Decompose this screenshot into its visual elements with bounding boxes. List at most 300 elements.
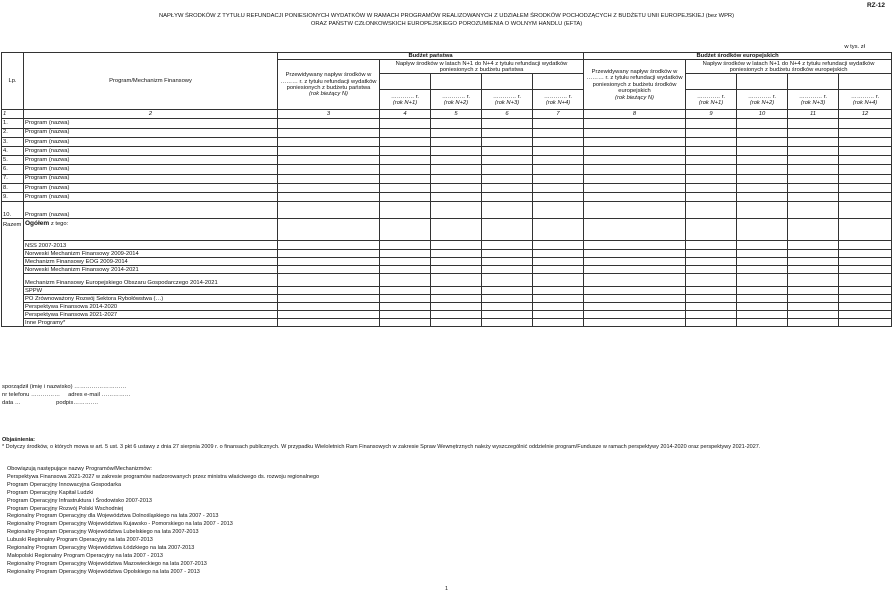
total-breakdown-row (2, 311, 892, 319)
value-cell[interactable] (686, 202, 737, 219)
year-dots: ………… r. (851, 93, 880, 100)
value-cell[interactable] (737, 311, 788, 319)
program-names-list (7, 466, 319, 577)
value-cell[interactable] (482, 128, 533, 137)
value-cell[interactable] (584, 119, 686, 128)
value-cell[interactable] (380, 274, 431, 287)
value-cell[interactable] (380, 156, 431, 165)
value-cell[interactable] (788, 250, 839, 258)
value-cell[interactable] (431, 274, 482, 287)
value-cell[interactable] (380, 192, 431, 201)
value-cell[interactable] (431, 250, 482, 258)
value-cell[interactable] (482, 174, 533, 183)
value-cell[interactable] (278, 319, 380, 327)
value-cell[interactable] (482, 266, 533, 274)
value-cell[interactable] (482, 303, 533, 311)
value-cell[interactable] (584, 241, 686, 250)
value-cell[interactable] (788, 311, 839, 319)
value-cell[interactable] (737, 287, 788, 295)
value-cell[interactable] (278, 250, 380, 258)
value-cell[interactable] (584, 174, 686, 183)
value-cell[interactable] (584, 295, 686, 303)
value-cell[interactable] (737, 119, 788, 128)
value-cell[interactable] (839, 174, 892, 183)
value-cell[interactable] (788, 174, 839, 183)
breakdown-name: Norweski Mechanizm Finansowy 2014-2021 (24, 266, 278, 274)
header-ue-planned (584, 60, 686, 110)
row-program-name: Program (nazwa) (24, 174, 278, 183)
value-cell[interactable] (431, 165, 482, 174)
value-cell[interactable] (584, 287, 686, 295)
value-cell[interactable] (584, 128, 686, 137)
value-cell[interactable] (737, 274, 788, 287)
title-line-2: ORAZ PAŃSTW CZŁONKOWSKICH EUROPEJSKIEGO POROZUMIENIA O WOLNYM HANDLU (EFTA) (310, 20, 583, 27)
value-cell[interactable] (380, 219, 431, 241)
value-cell[interactable] (737, 295, 788, 303)
value-cell[interactable] (278, 183, 380, 192)
explanations (2, 437, 882, 451)
value-cell[interactable] (788, 319, 839, 327)
value-cell[interactable] (278, 295, 380, 303)
value-cell[interactable] (839, 165, 892, 174)
value-cell[interactable] (533, 146, 584, 155)
row-lp: 4. (2, 146, 24, 155)
value-cell[interactable] (584, 156, 686, 165)
value-cell[interactable] (686, 303, 737, 311)
program-row (2, 146, 892, 155)
total-lp: Razem (2, 219, 24, 327)
value-cell[interactable] (533, 165, 584, 174)
value-cell[interactable] (380, 266, 431, 274)
value-cell[interactable] (380, 303, 431, 311)
value-cell[interactable] (380, 311, 431, 319)
value-cell[interactable] (788, 266, 839, 274)
value-cell[interactable] (482, 202, 533, 219)
value-cell[interactable] (788, 219, 839, 241)
value-cell[interactable] (431, 319, 482, 327)
total-breakdown-row (2, 266, 892, 274)
value-cell[interactable] (584, 192, 686, 201)
value-cell[interactable] (686, 311, 737, 319)
ue-year-3 (788, 90, 839, 110)
breakdown-name: Perspektywa Finansowa 2021-2027 (24, 311, 278, 319)
unit-label: w tys. zł (844, 44, 865, 50)
value-cell[interactable] (839, 192, 892, 201)
bp-year-2-top (431, 74, 482, 90)
value-cell[interactable] (533, 287, 584, 295)
value-cell[interactable] (686, 319, 737, 327)
row-lp: 5. (2, 156, 24, 165)
value-cell[interactable] (482, 258, 533, 266)
form-code: RZ-12 (866, 2, 885, 9)
value-cell[interactable] (482, 165, 533, 174)
value-cell[interactable] (431, 146, 482, 155)
value-cell[interactable] (533, 183, 584, 192)
value-cell[interactable] (380, 146, 431, 155)
value-cell[interactable] (839, 295, 892, 303)
value-cell[interactable] (788, 241, 839, 250)
value-cell[interactable] (482, 311, 533, 319)
value-cell[interactable] (380, 137, 431, 146)
value-cell[interactable] (431, 192, 482, 201)
value-cell[interactable] (278, 303, 380, 311)
value-cell[interactable] (533, 303, 584, 311)
value-cell[interactable] (278, 241, 380, 250)
value-cell[interactable] (431, 174, 482, 183)
value-cell[interactable] (482, 219, 533, 241)
value-cell[interactable] (431, 128, 482, 137)
value-cell[interactable] (737, 319, 788, 327)
bp-year-1 (380, 90, 431, 110)
value-cell[interactable] (533, 137, 584, 146)
value-cell[interactable] (839, 219, 892, 241)
value-cell[interactable] (482, 241, 533, 250)
value-cell[interactable] (278, 258, 380, 266)
value-cell[interactable] (686, 183, 737, 192)
value-cell[interactable] (533, 192, 584, 201)
value-cell[interactable] (431, 295, 482, 303)
value-cell[interactable] (788, 146, 839, 155)
value-cell[interactable] (278, 202, 380, 219)
value-cell[interactable] (686, 250, 737, 258)
col-number: 7 (533, 110, 584, 119)
value-cell[interactable] (788, 128, 839, 137)
value-cell[interactable] (482, 250, 533, 258)
year-dots: ………… r. (799, 93, 828, 100)
value-cell[interactable] (788, 202, 839, 219)
header-bp-years: Napływ środków w latach N+1 do N+4 z tytułu refundacji wydatków poniesionych z budżetu państwa (380, 60, 584, 74)
value-cell[interactable] (737, 258, 788, 266)
value-cell[interactable] (839, 311, 892, 319)
value-cell[interactable] (380, 165, 431, 174)
program-row (2, 183, 892, 192)
value-cell[interactable] (278, 287, 380, 295)
value-cell[interactable] (584, 146, 686, 155)
prepared-by[interactable]: sporządził (imię i nazwisko) ……………………… (2, 384, 127, 390)
value-cell[interactable] (839, 258, 892, 266)
value-cell[interactable] (737, 156, 788, 165)
value-cell[interactable] (431, 137, 482, 146)
email-field[interactable]: adres e-mail …………… (68, 392, 131, 398)
value-cell[interactable] (686, 165, 737, 174)
row-program-name: Program (nazwa) (24, 119, 278, 128)
value-cell[interactable] (482, 146, 533, 155)
value-cell[interactable] (686, 241, 737, 250)
value-cell[interactable] (431, 183, 482, 192)
year-dots: ………… r. (492, 93, 522, 100)
header-bp-planned-sub: (rok bieżący N) (309, 91, 348, 98)
value-cell[interactable] (686, 274, 737, 287)
value-cell[interactable] (380, 258, 431, 266)
value-cell[interactable] (788, 137, 839, 146)
value-cell[interactable] (431, 266, 482, 274)
program-row (2, 156, 892, 165)
value-cell[interactable] (788, 183, 839, 192)
value-cell[interactable] (533, 202, 584, 219)
year-dots: ………… r. (748, 93, 777, 100)
header-program: Program/Mechanizm Finansowy (24, 53, 278, 110)
ue-year-1 (686, 90, 737, 110)
value-cell[interactable] (482, 137, 533, 146)
value-cell[interactable] (839, 266, 892, 274)
value-cell[interactable] (788, 156, 839, 165)
value-cell[interactable] (482, 119, 533, 128)
row-program-name: Program (nazwa) (24, 165, 278, 174)
value-cell[interactable] (431, 156, 482, 165)
value-cell[interactable] (788, 287, 839, 295)
program-list-item: Regionalny Program Operacyjny Województwa Lubelskiego na lata 2007-2013 (7, 529, 199, 536)
value-cell[interactable] (839, 137, 892, 146)
col-number: 1 (2, 110, 24, 119)
value-cell[interactable] (533, 258, 584, 266)
value-cell[interactable] (584, 311, 686, 319)
col-number: 12 (839, 110, 892, 119)
value-cell[interactable] (584, 183, 686, 192)
value-cell[interactable] (686, 146, 737, 155)
value-cell[interactable] (686, 287, 737, 295)
value-cell[interactable] (686, 219, 737, 241)
value-cell[interactable] (380, 128, 431, 137)
value-cell[interactable] (278, 156, 380, 165)
value-cell[interactable] (686, 258, 737, 266)
value-cell[interactable] (278, 165, 380, 174)
value-cell[interactable] (737, 137, 788, 146)
value-cell[interactable] (686, 119, 737, 128)
program-list-item: Program Operacyjny Infrastruktura i Środowisko 2007-2013 (7, 497, 152, 504)
date-field[interactable]: data … (2, 400, 21, 406)
phone-email-line (2, 391, 131, 399)
value-cell[interactable] (482, 295, 533, 303)
value-cell[interactable] (278, 192, 380, 201)
value-cell[interactable] (533, 241, 584, 250)
value-cell[interactable] (584, 219, 686, 241)
year-label: (rok N+2) (443, 99, 469, 106)
value-cell[interactable] (431, 119, 482, 128)
value-cell[interactable] (839, 303, 892, 311)
value-cell[interactable] (431, 219, 482, 241)
row-program-name: Program (nazwa) (24, 202, 278, 219)
header-lp: Lp. (2, 53, 24, 110)
program-row (2, 174, 892, 183)
value-cell[interactable] (737, 128, 788, 137)
bp-year-4 (533, 90, 584, 110)
value-cell[interactable] (737, 192, 788, 201)
value-cell[interactable] (839, 250, 892, 258)
value-cell[interactable] (533, 266, 584, 274)
bp-year-2 (431, 90, 482, 110)
value-cell[interactable] (839, 287, 892, 295)
value-cell[interactable] (737, 241, 788, 250)
breakdown-name: Mechanizm Finansowy EOG 2009-2014 (24, 258, 278, 266)
total-suffix: z tego: (50, 221, 69, 228)
value-cell[interactable] (278, 146, 380, 155)
value-cell[interactable] (533, 311, 584, 319)
value-cell[interactable] (533, 174, 584, 183)
value-cell[interactable] (380, 295, 431, 303)
value-cell[interactable] (482, 287, 533, 295)
year-label: (rok N+1) (698, 99, 724, 106)
year-label: (rok N+4) (545, 99, 571, 106)
value-cell[interactable] (584, 250, 686, 258)
value-cell[interactable] (380, 174, 431, 183)
value-cell[interactable] (482, 156, 533, 165)
value-cell[interactable] (380, 241, 431, 250)
phone-field[interactable]: nr telefonu …………… (2, 392, 60, 398)
value-cell[interactable] (431, 287, 482, 295)
value-cell[interactable] (431, 311, 482, 319)
value-cell[interactable] (839, 119, 892, 128)
value-cell[interactable] (533, 274, 584, 287)
breakdown-name: Mechanizm Finansowy Europejskiego Obszaru Gospodarczego 2014-2021 (24, 274, 278, 287)
value-cell[interactable] (380, 119, 431, 128)
value-cell[interactable] (380, 183, 431, 192)
value-cell[interactable] (584, 266, 686, 274)
date-signature-line (2, 399, 131, 407)
budget-table (1, 52, 892, 327)
value-cell[interactable] (737, 250, 788, 258)
total-breakdown-row (2, 241, 892, 250)
value-cell[interactable] (584, 137, 686, 146)
value-cell[interactable] (482, 192, 533, 201)
breakdown-name: Inne Programy* (24, 319, 278, 327)
signature-field[interactable]: podpis…………. (56, 400, 99, 406)
value-cell[interactable] (278, 311, 380, 319)
value-cell[interactable] (278, 219, 380, 241)
value-cell[interactable] (584, 165, 686, 174)
value-cell[interactable] (533, 128, 584, 137)
document-title (0, 13, 893, 28)
header-budzet-ue: Budżet środków europejskich (584, 53, 892, 60)
value-cell[interactable] (737, 202, 788, 219)
program-list-intro: Obowiązują następujące nazwy Programów/Mechanizmów: (7, 466, 152, 472)
total-label: Ogółem (25, 220, 50, 228)
value-cell[interactable] (431, 202, 482, 219)
value-cell[interactable] (431, 303, 482, 311)
value-cell[interactable] (278, 119, 380, 128)
value-cell[interactable] (788, 295, 839, 303)
value-cell[interactable] (533, 295, 584, 303)
value-cell[interactable] (839, 183, 892, 192)
value-cell[interactable] (533, 319, 584, 327)
value-cell[interactable] (788, 303, 839, 311)
row-program-name: Program (nazwa) (24, 156, 278, 165)
value-cell[interactable] (380, 319, 431, 327)
value-cell[interactable] (584, 303, 686, 311)
year-dots: ………… r. (543, 93, 573, 100)
breakdown-name: SPPW (24, 287, 278, 295)
value-cell[interactable] (278, 128, 380, 137)
year-label: (rok N+2) (749, 99, 775, 106)
value-cell[interactable] (380, 202, 431, 219)
value-cell[interactable] (431, 258, 482, 266)
value-cell[interactable] (533, 156, 584, 165)
value-cell[interactable] (839, 274, 892, 287)
value-cell[interactable] (737, 266, 788, 274)
row-lp: 1. (2, 119, 24, 128)
value-cell[interactable] (788, 119, 839, 128)
value-cell[interactable] (686, 128, 737, 137)
program-list-item: Małopolski Regionalny Program Operacyjny na lata 2007 - 2013 (7, 552, 163, 559)
bp-year-3 (482, 90, 533, 110)
col-number: 2 (24, 110, 278, 119)
col-number: 10 (737, 110, 788, 119)
value-cell[interactable] (788, 258, 839, 266)
value-cell[interactable] (278, 274, 380, 287)
ue-year-4 (839, 90, 892, 110)
row-program-name: Program (nazwa) (24, 137, 278, 146)
total-breakdown-row (2, 295, 892, 303)
value-cell[interactable] (431, 241, 482, 250)
value-cell[interactable] (788, 192, 839, 201)
value-cell[interactable] (788, 274, 839, 287)
row-program-name: Program (nazwa) (24, 183, 278, 192)
value-cell[interactable] (686, 156, 737, 165)
value-cell[interactable] (686, 174, 737, 183)
total-breakdown-row (2, 250, 892, 258)
value-cell[interactable] (533, 219, 584, 241)
value-cell[interactable] (533, 250, 584, 258)
value-cell[interactable] (737, 219, 788, 241)
value-cell[interactable] (839, 156, 892, 165)
bp-year-1-top (380, 74, 431, 90)
value-cell[interactable] (839, 146, 892, 155)
total-label-cell (24, 219, 278, 241)
value-cell[interactable] (839, 241, 892, 250)
value-cell[interactable] (533, 119, 584, 128)
value-cell[interactable] (737, 303, 788, 311)
value-cell[interactable] (839, 128, 892, 137)
value-cell[interactable] (482, 274, 533, 287)
value-cell[interactable] (482, 183, 533, 192)
value-cell[interactable] (686, 192, 737, 201)
value-cell[interactable] (737, 174, 788, 183)
value-cell[interactable] (686, 266, 737, 274)
program-list-item: Lubuski Regionalny Program Operacyjny na lata 2007-2013 (7, 537, 153, 544)
title-line-1: NAPŁYW ŚRODKÓW Z TYTUŁU REFUNDACJI PONIESIONYCH WYDATKÓW W RAMACH PROGRAMÓW REALIZOWANYCH Z UDZIAŁEM ŚRODKÓW POCHODZĄCYCH Z BUDŻETU UNII EUROPEJSKIEJ (bez WPR) (158, 13, 735, 19)
ue-year-2-top (737, 74, 788, 90)
value-cell[interactable] (839, 319, 892, 327)
value-cell[interactable] (737, 165, 788, 174)
value-cell[interactable] (380, 287, 431, 295)
value-cell[interactable] (839, 202, 892, 219)
value-cell[interactable] (584, 202, 686, 219)
value-cell[interactable] (686, 295, 737, 303)
col-number: 11 (788, 110, 839, 119)
signature-block (2, 383, 131, 407)
value-cell[interactable] (737, 146, 788, 155)
value-cell[interactable] (584, 319, 686, 327)
program-row (2, 202, 892, 219)
value-cell[interactable] (737, 183, 788, 192)
row-lp: 7. (2, 174, 24, 183)
value-cell[interactable] (278, 266, 380, 274)
program-list-item: Regionalny Program Operacyjny Województwa Kujawsko - Pomorskiego na lata 2007 - 2013 (7, 521, 233, 528)
value-cell[interactable] (380, 250, 431, 258)
page-number: 1 (444, 586, 449, 592)
row-lp: 10. (2, 202, 24, 219)
value-cell[interactable] (278, 174, 380, 183)
value-cell[interactable] (584, 274, 686, 287)
value-cell[interactable] (584, 258, 686, 266)
breakdown-name: Perspektywa Finansowa 2014-2020 (24, 303, 278, 311)
program-rows (2, 119, 892, 219)
value-cell[interactable] (482, 319, 533, 327)
value-cell[interactable] (278, 137, 380, 146)
value-cell[interactable] (788, 165, 839, 174)
value-cell[interactable] (686, 137, 737, 146)
year-dots: ………… r. (390, 93, 420, 100)
header-ue-planned-sub: (rok bieżący N) (615, 94, 654, 101)
